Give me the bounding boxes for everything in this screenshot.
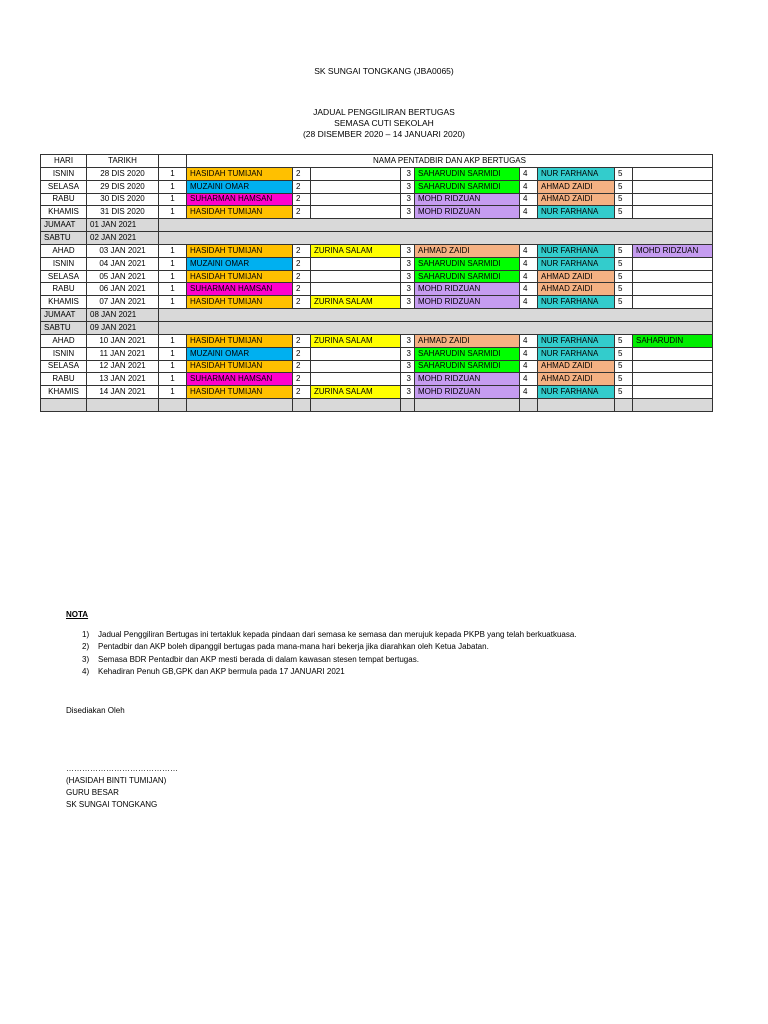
empty-cell — [615, 399, 633, 412]
staff-name-cell: MOHD RIDZUAN — [415, 193, 520, 206]
holiday-row — [41, 321, 713, 334]
staff-name-cell: NUR FARHANA — [538, 347, 615, 360]
staff-name-cell: AHMAD ZAIDI — [538, 270, 615, 283]
day-cell: RABU — [41, 373, 87, 386]
signatory-school: SK SUNGAI TONGKANG — [66, 800, 158, 809]
slot-number: 5 — [615, 334, 633, 347]
slot-number: 4 — [520, 270, 538, 283]
staff-name-cell — [633, 257, 713, 270]
staff-name-cell: MOHD RIDZUAN — [415, 296, 520, 309]
slot-number: 1 — [159, 244, 187, 257]
date-cell: 13 JAN 2021 — [87, 373, 159, 386]
slot-number: 3 — [401, 296, 415, 309]
staff-name-cell: SAHARUDIN SARMIDI — [415, 180, 520, 193]
date-cell: 02 JAN 2021 — [87, 232, 159, 245]
table-header-row — [41, 155, 713, 168]
slot-number: 5 — [615, 270, 633, 283]
slot-number: 5 — [615, 347, 633, 360]
slot-number: 1 — [159, 283, 187, 296]
staff-name-cell: AHMAD ZAIDI — [538, 283, 615, 296]
date-cell: 04 JAN 2021 — [87, 257, 159, 270]
empty-row — [41, 399, 713, 412]
slot-number: 5 — [615, 257, 633, 270]
table-row — [41, 244, 713, 257]
staff-name-cell: HASIDAH TUMIJAN — [187, 244, 293, 257]
date-cell: 31 DIS 2020 — [87, 206, 159, 219]
staff-name-cell: NUR FARHANA — [538, 167, 615, 180]
staff-name-cell — [633, 360, 713, 373]
staff-name-cell — [311, 180, 401, 193]
slot-number: 4 — [520, 296, 538, 309]
staff-name-cell — [633, 180, 713, 193]
day-cell: JUMAAT — [41, 219, 87, 232]
table-row — [41, 206, 713, 219]
table-row — [41, 386, 713, 399]
table-row — [41, 257, 713, 270]
slot-number: 1 — [159, 386, 187, 399]
staff-name-cell: AHMAD ZAIDI — [538, 193, 615, 206]
day-cell: RABU — [41, 283, 87, 296]
slot-number: 4 — [520, 386, 538, 399]
staff-name-cell: HASIDAH TUMIJAN — [187, 386, 293, 399]
holiday-filler — [159, 321, 713, 334]
staff-name-cell: NUR FARHANA — [538, 334, 615, 347]
slot-number: 4 — [520, 167, 538, 180]
staff-name-cell — [633, 386, 713, 399]
slot-number: 2 — [293, 296, 311, 309]
slot-number: 4 — [520, 244, 538, 257]
staff-name-cell — [311, 167, 401, 180]
staff-name-cell: HASIDAH TUMIJAN — [187, 360, 293, 373]
holiday-filler — [159, 219, 713, 232]
staff-name-cell: HASIDAH TUMIJAN — [187, 206, 293, 219]
holiday-row — [41, 219, 713, 232]
staff-name-cell: MOHD RIDZUAN — [415, 283, 520, 296]
day-cell: AHAD — [41, 244, 87, 257]
staff-name-cell: MOHD RIDZUAN — [415, 206, 520, 219]
slot-number: 4 — [520, 360, 538, 373]
staff-name-cell: SAHARUDIN — [633, 334, 713, 347]
slot-number: 5 — [615, 360, 633, 373]
slot-number: 2 — [293, 334, 311, 347]
staff-name-cell: SAHARUDIN SARMIDI — [415, 360, 520, 373]
date-cell: 10 JAN 2021 — [87, 334, 159, 347]
empty-cell — [311, 399, 401, 412]
staff-name-cell: NUR FARHANA — [538, 386, 615, 399]
day-cell: SELASA — [41, 180, 87, 193]
staff-name-cell — [311, 347, 401, 360]
holiday-row — [41, 232, 713, 245]
slot-number: 5 — [615, 244, 633, 257]
empty-cell — [87, 399, 159, 412]
notes-title: NOTA — [66, 610, 89, 619]
table-row — [41, 283, 713, 296]
staff-name-cell — [633, 167, 713, 180]
empty-cell — [401, 399, 415, 412]
day-cell: KHAMIS — [41, 296, 87, 309]
day-cell: RABU — [41, 193, 87, 206]
staff-name-cell: AHMAD ZAIDI — [415, 244, 520, 257]
slot-number: 3 — [401, 180, 415, 193]
slot-number: 2 — [293, 360, 311, 373]
staff-name-cell — [633, 347, 713, 360]
slot-number: 2 — [293, 193, 311, 206]
header-nama: NAMA PENTADBIR DAN AKP BERTUGAS — [187, 155, 713, 168]
table-row — [41, 334, 713, 347]
staff-name-cell: SAHARUDIN SARMIDI — [415, 347, 520, 360]
staff-name-cell: NUR FARHANA — [538, 244, 615, 257]
table-row — [41, 373, 713, 386]
staff-name-cell — [633, 206, 713, 219]
staff-name-cell: AHMAD ZAIDI — [415, 334, 520, 347]
day-cell: SELASA — [41, 360, 87, 373]
staff-name-cell: ZURINA SALAM — [311, 334, 401, 347]
date-cell: 11 JAN 2021 — [87, 347, 159, 360]
slot-number: 1 — [159, 193, 187, 206]
slot-number: 2 — [293, 270, 311, 283]
slot-number: 4 — [520, 206, 538, 219]
staff-name-cell: ZURINA SALAM — [311, 386, 401, 399]
date-cell: 05 JAN 2021 — [87, 270, 159, 283]
empty-cell — [187, 399, 293, 412]
staff-name-cell: MUZAINI OMAR — [187, 180, 293, 193]
slot-number: 5 — [615, 373, 633, 386]
slot-number: 3 — [401, 373, 415, 386]
note-item: 3) Semasa BDR Pentadbir dan AKP mesti berada di dalam kawasan stesen tempat bertugas. — [82, 655, 419, 664]
staff-name-cell: MOHD RIDZUAN — [633, 244, 713, 257]
school-name: SK SUNGAI TONGKANG (JBA0065) — [314, 66, 454, 76]
empty-cell — [633, 399, 713, 412]
staff-name-cell: ZURINA SALAM — [311, 244, 401, 257]
day-cell: SABTU — [41, 232, 87, 245]
staff-name-cell: NUR FARHANA — [538, 257, 615, 270]
day-cell: SELASA — [41, 270, 87, 283]
signature-line: …………………………………… — [66, 764, 178, 773]
day-cell: SABTU — [41, 321, 87, 334]
staff-name-cell: ZURINA SALAM — [311, 296, 401, 309]
empty-cell — [41, 399, 87, 412]
slot-number: 3 — [401, 386, 415, 399]
slot-number: 3 — [401, 193, 415, 206]
staff-name-cell — [311, 373, 401, 386]
empty-cell — [159, 399, 187, 412]
note-item: 1) Jadual Penggiliran Bertugas ini tertakluk kepada pindaan dari semasa ke semasa dan merujuk kepada PKPB yang telah berkuatkuasa. — [82, 630, 577, 639]
staff-name-cell: SAHARUDIN SARMIDI — [415, 167, 520, 180]
date-cell: 09 JAN 2021 — [87, 321, 159, 334]
staff-name-cell: AHMAD ZAIDI — [538, 360, 615, 373]
date-cell: 08 JAN 2021 — [87, 309, 159, 322]
day-cell: AHAD — [41, 334, 87, 347]
slot-number: 3 — [401, 270, 415, 283]
staff-name-cell: SAHARUDIN SARMIDI — [415, 257, 520, 270]
staff-name-cell: MOHD RIDZUAN — [415, 386, 520, 399]
day-cell: KHAMIS — [41, 206, 87, 219]
header-hari: HARI — [41, 155, 87, 168]
slot-number: 5 — [615, 180, 633, 193]
slot-number: 2 — [293, 167, 311, 180]
date-cell: 03 JAN 2021 — [87, 244, 159, 257]
date-cell: 30 DIS 2020 — [87, 193, 159, 206]
holiday-filler — [159, 309, 713, 322]
slot-number: 4 — [520, 334, 538, 347]
day-cell: ISNIN — [41, 257, 87, 270]
staff-name-cell: SUHARMAN HAMSAN — [187, 373, 293, 386]
slot-number: 3 — [401, 244, 415, 257]
date-cell: 29 DIS 2020 — [87, 180, 159, 193]
empty-cell — [520, 399, 538, 412]
table-row — [41, 296, 713, 309]
slot-number: 4 — [520, 257, 538, 270]
slot-number: 4 — [520, 193, 538, 206]
date-cell: 12 JAN 2021 — [87, 360, 159, 373]
staff-name-cell — [311, 206, 401, 219]
slot-number: 1 — [159, 180, 187, 193]
staff-name-cell: NUR FARHANA — [538, 296, 615, 309]
slot-number: 3 — [401, 167, 415, 180]
slot-number: 2 — [293, 386, 311, 399]
table-row — [41, 270, 713, 283]
slot-number: 3 — [401, 334, 415, 347]
staff-name-cell: NUR FARHANA — [538, 206, 615, 219]
slot-number: 2 — [293, 244, 311, 257]
staff-name-cell — [311, 270, 401, 283]
staff-name-cell — [633, 373, 713, 386]
empty-cell — [293, 399, 311, 412]
empty-cell — [538, 399, 615, 412]
slot-number: 1 — [159, 206, 187, 219]
staff-name-cell — [633, 193, 713, 206]
table-row — [41, 180, 713, 193]
staff-name-cell: SAHARUDIN SARMIDI — [415, 270, 520, 283]
staff-name-cell: MUZAINI OMAR — [187, 257, 293, 270]
slot-number: 5 — [615, 386, 633, 399]
holiday-filler — [159, 232, 713, 245]
slot-number: 4 — [520, 373, 538, 386]
slot-number: 1 — [159, 347, 187, 360]
staff-name-cell: HASIDAH TUMIJAN — [187, 334, 293, 347]
day-cell: KHAMIS — [41, 386, 87, 399]
staff-name-cell: AHMAD ZAIDI — [538, 373, 615, 386]
slot-number: 1 — [159, 270, 187, 283]
staff-name-cell — [311, 360, 401, 373]
staff-name-cell — [311, 257, 401, 270]
signatory-name: (HASIDAH BINTI TUMIJAN) — [66, 776, 167, 785]
staff-name-cell — [311, 283, 401, 296]
slot-number: 5 — [615, 206, 633, 219]
table-row — [41, 347, 713, 360]
slot-number: 2 — [293, 257, 311, 270]
slot-number: 4 — [520, 283, 538, 296]
staff-name-cell: SUHARMAN HAMSAN — [187, 193, 293, 206]
slot-number: 3 — [401, 283, 415, 296]
prepared-by-label: Disediakan Oleh — [66, 706, 125, 715]
day-cell: ISNIN — [41, 167, 87, 180]
slot-number: 5 — [615, 296, 633, 309]
slot-number: 3 — [401, 360, 415, 373]
staff-name-cell — [633, 270, 713, 283]
date-cell: 06 JAN 2021 — [87, 283, 159, 296]
note-item: 4) Kehadiran Penuh GB,GPK dan AKP bermula pada 17 JANUARI 2021 — [82, 667, 345, 676]
slot-number: 4 — [520, 180, 538, 193]
table-row — [41, 167, 713, 180]
day-cell: JUMAAT — [41, 309, 87, 322]
slot-number: 3 — [401, 347, 415, 360]
document-subtitle: SEMASA CUTI SEKOLAH — [334, 118, 434, 128]
empty-cell — [415, 399, 520, 412]
table-row — [41, 360, 713, 373]
slot-number: 2 — [293, 347, 311, 360]
slot-number: 5 — [615, 283, 633, 296]
document-title: JADUAL PENGGILIRAN BERTUGAS — [313, 107, 455, 117]
slot-number: 1 — [159, 373, 187, 386]
slot-number: 1 — [159, 257, 187, 270]
staff-name-cell: SUHARMAN HAMSAN — [187, 283, 293, 296]
staff-name-cell — [633, 296, 713, 309]
signatory-position: GURU BESAR — [66, 788, 119, 797]
holiday-row — [41, 309, 713, 322]
date-cell: 01 JAN 2021 — [87, 219, 159, 232]
slot-number: 1 — [159, 360, 187, 373]
slot-number: 1 — [159, 296, 187, 309]
slot-number: 1 — [159, 167, 187, 180]
day-cell: ISNIN — [41, 347, 87, 360]
slot-number: 3 — [401, 257, 415, 270]
slot-number: 2 — [293, 180, 311, 193]
date-cell: 14 JAN 2021 — [87, 386, 159, 399]
slot-number: 1 — [159, 334, 187, 347]
staff-name-cell: MUZAINI OMAR — [187, 347, 293, 360]
date-cell: 07 JAN 2021 — [87, 296, 159, 309]
slot-number: 2 — [293, 206, 311, 219]
staff-name-cell: HASIDAH TUMIJAN — [187, 270, 293, 283]
header-tarikh: TARIKH — [87, 155, 159, 168]
slot-number: 4 — [520, 347, 538, 360]
staff-name-cell: HASIDAH TUMIJAN — [187, 296, 293, 309]
table-row — [41, 193, 713, 206]
staff-name-cell — [311, 193, 401, 206]
slot-number: 2 — [293, 283, 311, 296]
staff-name-cell: AHMAD ZAIDI — [538, 180, 615, 193]
slot-number: 2 — [293, 373, 311, 386]
note-item: 2) Pentadbir dan AKP boleh dipanggil bertugas pada mana-mana hari bekerja jika diarahkan oleh Ketua Jabatan. — [82, 642, 489, 651]
slot-number: 3 — [401, 206, 415, 219]
staff-name-cell: HASIDAH TUMIJAN — [187, 167, 293, 180]
date-range: (28 DISEMBER 2020 – 14 JANUARI 2020) — [302, 129, 466, 139]
date-cell: 28 DIS 2020 — [87, 167, 159, 180]
staff-name-cell: MOHD RIDZUAN — [415, 373, 520, 386]
slot-number: 5 — [615, 167, 633, 180]
slot-number: 5 — [615, 193, 633, 206]
duty-schedule-table — [40, 154, 713, 412]
staff-name-cell — [633, 283, 713, 296]
